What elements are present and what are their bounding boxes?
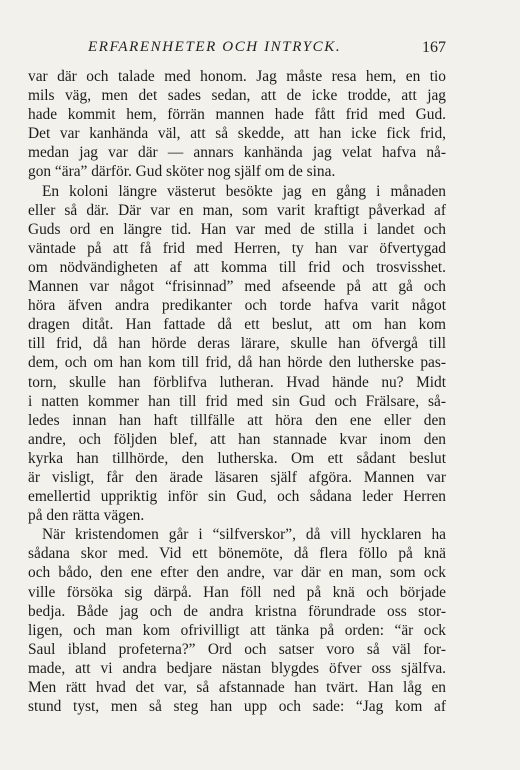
text-line: dragen ditåt. Han fattade då ett beslut, att om han kom — [28, 316, 446, 334]
text-line: Guds ord en längre tid. Han var med de stilla i landet och — [28, 220, 446, 238]
text-line: till frid, då han hörde deras lärare, skulle han öfvergå till — [28, 335, 446, 353]
text-line: Men rätt hvad det var, så afstannade han tvärt. Han låg en — [28, 679, 446, 696]
body-text — [28, 67, 446, 716]
text-line: ville försöka sig därpå. Han föll ned på knä och började — [28, 583, 446, 601]
text-line: emellertid uppriktig inför sin Gud, och sådana leder Herren — [28, 488, 446, 506]
text-line: mils väg, men det sades sedan, att de icke trodde, att jag — [28, 87, 446, 105]
text-line: När kristendomen går i “silfverskor”, då vill hycklaren ha — [42, 526, 446, 544]
text-line: väntade på att få frid med Herren, ty han var öfvertygad — [28, 239, 446, 257]
text-line: var där och talade med honom. Jag måste resa hem, en tio — [28, 68, 446, 85]
text-line: Mannen var något “frisinnad” med afseende på att gå och — [28, 278, 446, 296]
text-line: kyrka han tillhörde, den lutherska. Om ett sådant beslut — [28, 449, 446, 467]
text-line: bedja. Både jag och de andra kristna förundrade oss stor- — [28, 602, 446, 620]
text-line: torn, skulle han förblifva lutheran. Hvad hände nu? Midt — [28, 373, 446, 391]
text-line: gon “ära” därför. Gud sköter nog själf om de sina. — [28, 163, 336, 181]
text-line: höra äfven andra predikanter och torde hafva varit något — [28, 297, 446, 315]
text-line: hade kommit hem, förrän mannen hade fått frid med Gud. — [28, 106, 446, 124]
text-line: medan jag var där — annars kanhända jag velat hafva nå- — [28, 144, 446, 162]
text-line: är visligt, får den ärade läsaren själf afgöra. Mannen var — [28, 468, 446, 486]
text-line: Saul ibland profeterna?” Ord och satser voro så väl for- — [28, 640, 446, 658]
page-number: 167 — [422, 39, 446, 56]
text-line: ligen, och man kom ofrivilligt att tänka på orden: “är ock — [28, 621, 446, 639]
text-line: andre, och följden blef, att han stannade kvar inom den — [28, 430, 446, 448]
text-line: eller så där. Där var en man, som varit kraftigt påverkad af — [28, 201, 446, 219]
text-line: Det var kanhända väl, att så skedde, att han icke fick frid, — [28, 125, 446, 143]
text-line: stund tyst, men så steg han upp och sade: “Jag kom af — [28, 698, 446, 716]
text-line: ledes innan han haft tillfälle att höra den ene eller den — [28, 411, 446, 429]
running-title: ERFARENHETER OCH INTRYCK. — [88, 39, 342, 55]
text-line: sådana skor med. Vid ett bönemöte, då flera föllo på knä — [28, 545, 446, 563]
text-line: dem, och om han kom till frid, då han hörde den lutherske pas- — [28, 354, 446, 372]
text-line: made, att vi andra bedjare nästan blygdes öfver oss själfva. — [28, 659, 446, 677]
text-line: om nödvändigheten af att komma till frid och trosvisshet. — [28, 258, 446, 276]
text-line: och bådo, den ene efter den andre, var där en man, som ock — [28, 564, 446, 582]
page-header — [30, 39, 446, 59]
text-line: En koloni längre västerut besökte jag en gång i månaden — [42, 182, 446, 200]
text-line: på den rätta vägen. — [28, 507, 145, 525]
text-line: i natten kommer han till frid med sin Gud och Frälsare, så- — [28, 392, 446, 410]
